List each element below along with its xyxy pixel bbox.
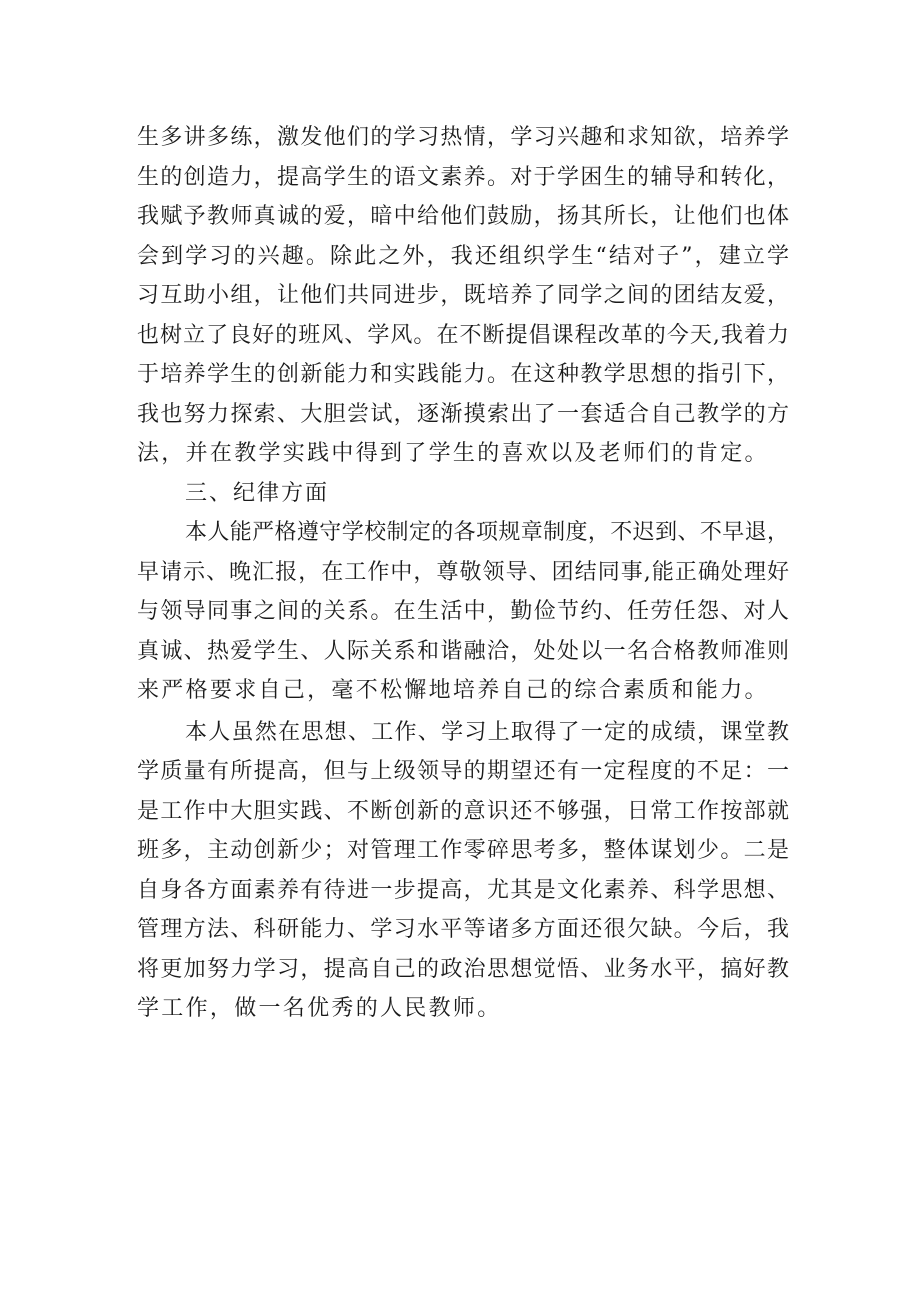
text-line: 来严格要求自己，毫不松懈地培养自己的综合素质和能力。 bbox=[137, 678, 769, 703]
text-line: 早请示、晚汇报，在工作中，尊敬领导、团结同事,能正确处理好 bbox=[137, 559, 789, 585]
text-line: 是工作中大胆实践、不断创新的意识还不够强，日常工作按部就 bbox=[137, 798, 789, 824]
text-line: 会到学习的兴趣。除此之外，我还组织学生“结对子”，建立学 bbox=[137, 243, 789, 269]
text-line: 真诚、热爱学生、人际关系和谐融洽，处处以一名合格教师准则 bbox=[137, 638, 789, 664]
section-heading-discipline: 三、纪律方面 bbox=[185, 480, 330, 506]
text-line: 自身各方面素养有待进一步提高，尤其是文化素养、科学思想、 bbox=[137, 877, 789, 903]
text-line: 与领导同事之间的关系。在生活中，勤俭节约、任劳任怨、对人 bbox=[137, 599, 789, 624]
text-line: 习互助小组，让他们共同进步，既培养了同学之间的团结友爱， bbox=[137, 283, 789, 308]
text-line: 本人能严格遵守学校制定的各项规章制度，不迟到、不早退， bbox=[185, 520, 789, 545]
paragraph-3 bbox=[137, 713, 789, 1029]
text-line: 生多讲多练，激发他们的学习热情，学习兴趣和求知欲，培养学 bbox=[137, 125, 789, 150]
text-line: 学工作，做一名优秀的人民教师。 bbox=[137, 996, 502, 1021]
text-line: 也树立了良好的班风、学风。在不断提倡课程改革的今天,我着力 bbox=[137, 322, 789, 348]
text-line: 管理方法、科研能力、学习水平等诸多方面还很欠缺。今后，我 bbox=[137, 917, 789, 942]
paragraph-1 bbox=[137, 118, 789, 474]
text-line: 本人虽然在思想、工作、学习上取得了一定的成绩，课堂教 bbox=[185, 719, 789, 745]
text-line: 学质量有所提高，但与上级领导的期望还有一定程度的不足：一 bbox=[137, 759, 789, 784]
text-line: 法，并在教学实践中得到了学生的喜欢以及老师们的肯定。 bbox=[137, 441, 769, 466]
text-line: 我赋予教师真诚的爱，暗中给他们鼓励，扬其所长，让他们也体 bbox=[137, 204, 789, 229]
paragraph-2 bbox=[137, 513, 789, 711]
text-line: 将更加努力学习，提高自己的政治思想觉悟、业务水平，搞好教 bbox=[137, 956, 789, 982]
document-body bbox=[137, 118, 789, 1029]
text-line: 生的创造力，提高学生的语文素养。对于学困生的辅导和转化， bbox=[137, 164, 789, 190]
text-line: 班多，主动创新少；对管理工作零碎思考多，整体谋划少。二是 bbox=[137, 838, 789, 863]
text-line: 我也努力探索、大胆尝试，逐渐摸索出了一套适合自己教学的方 bbox=[137, 401, 789, 427]
text-line: 于培养学生的创新能力和实践能力。在这种教学思想的指引下， bbox=[137, 362, 789, 387]
